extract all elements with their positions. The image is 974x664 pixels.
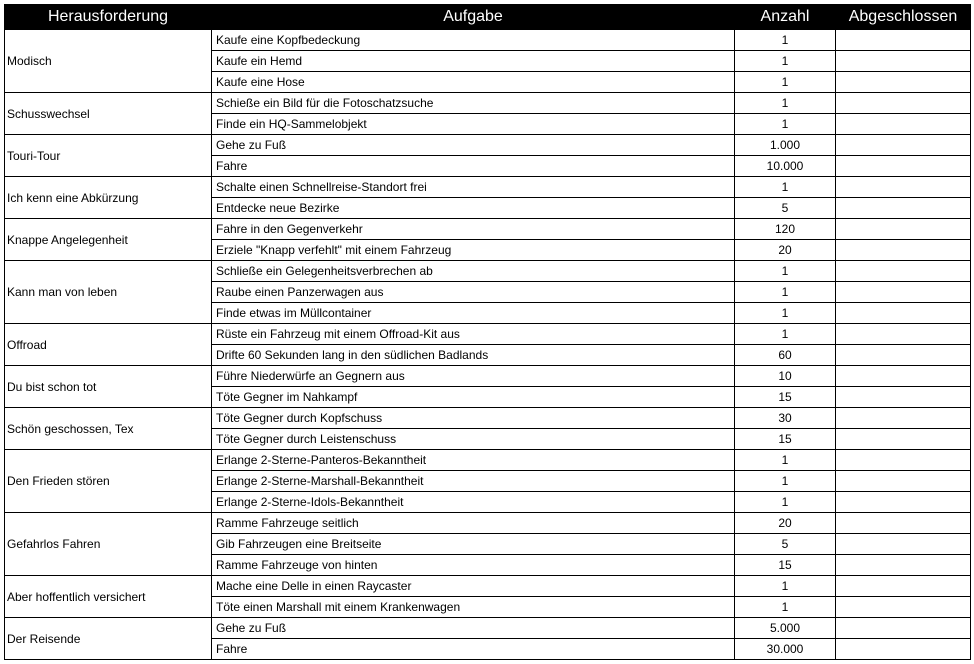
task-cell: Kaufe eine Kopfbedeckung [212,30,735,51]
count-cell: 20 [735,240,836,261]
completed-cell[interactable] [836,513,971,534]
task-cell: Finde etwas im Müllcontainer [212,303,735,324]
task-cell: Fahre [212,156,735,177]
table-row [5,177,971,198]
count-cell: 30 [735,408,836,429]
completed-cell[interactable] [836,618,971,639]
task-cell: Töte Gegner durch Kopfschuss [212,408,735,429]
header-row [5,5,971,30]
challenge-cell: Schön geschossen, Tex [5,408,212,450]
completed-cell[interactable] [836,471,971,492]
task-cell: Raube einen Panzerwagen aus [212,282,735,303]
task-cell: Schalte einen Schnellreise-Standort frei [212,177,735,198]
count-cell: 1 [735,114,836,135]
header-challenge: Herausforderung [5,5,212,30]
count-cell: 1 [735,72,836,93]
task-cell: Töte Gegner im Nahkampf [212,387,735,408]
task-cell: Mache eine Delle in einen Raycaster [212,576,735,597]
completed-cell[interactable] [836,450,971,471]
task-cell: Kaufe eine Hose [212,72,735,93]
table-row [5,450,971,471]
completed-cell[interactable] [836,303,971,324]
table-row [5,618,971,639]
count-cell: 15 [735,387,836,408]
completed-cell[interactable] [836,408,971,429]
count-cell: 1 [735,576,836,597]
task-cell: Gehe zu Fuß [212,618,735,639]
count-cell: 10.000 [735,156,836,177]
completed-cell[interactable] [836,72,971,93]
header-count: Anzahl [735,5,836,30]
count-cell: 30.000 [735,639,836,660]
challenge-cell: Schusswechsel [5,93,212,135]
completed-cell[interactable] [836,324,971,345]
count-cell: 1 [735,450,836,471]
completed-cell[interactable] [836,30,971,51]
completed-cell[interactable] [836,387,971,408]
count-cell: 1 [735,51,836,72]
task-cell: Rüste ein Fahrzeug mit einem Offroad-Kit aus [212,324,735,345]
completed-cell[interactable] [836,156,971,177]
table-row [5,219,971,240]
completed-cell[interactable] [836,492,971,513]
task-cell: Schließe ein Gelegenheitsverbrechen ab [212,261,735,282]
count-cell: 1 [735,177,836,198]
task-cell: Schieße ein Bild für die Fotoschatzsuche [212,93,735,114]
task-cell: Finde ein HQ-Sammelobjekt [212,114,735,135]
completed-cell[interactable] [836,51,971,72]
challenge-cell: Touri-Tour [5,135,212,177]
table-row [5,366,971,387]
completed-cell[interactable] [836,366,971,387]
challenge-cell: Den Frieden stören [5,450,212,513]
table-row [5,513,971,534]
completed-cell[interactable] [836,198,971,219]
challenge-cell: Ich kenn eine Abkürzung [5,177,212,219]
completed-cell[interactable] [836,93,971,114]
task-cell: Kaufe ein Hemd [212,51,735,72]
count-cell: 1.000 [735,135,836,156]
table-row [5,135,971,156]
task-cell: Gib Fahrzeugen eine Breitseite [212,534,735,555]
count-cell: 60 [735,345,836,366]
challenge-cell: Gefahrlos Fahren [5,513,212,576]
completed-cell[interactable] [836,219,971,240]
count-cell: 120 [735,219,836,240]
table-row [5,324,971,345]
completed-cell[interactable] [836,576,971,597]
count-cell: 1 [735,30,836,51]
count-cell: 1 [735,492,836,513]
count-cell: 5 [735,534,836,555]
task-cell: Erziele "Knapp verfehlt" mit einem Fahrzeug [212,240,735,261]
challenge-cell: Offroad [5,324,212,366]
count-cell: 15 [735,429,836,450]
table-row [5,30,971,51]
table-row [5,408,971,429]
table-row [5,576,971,597]
task-cell: Ramme Fahrzeuge seitlich [212,513,735,534]
header-completed: Abgeschlossen [836,5,971,30]
completed-cell[interactable] [836,639,971,660]
table-row [5,93,971,114]
task-cell: Ramme Fahrzeuge von hinten [212,555,735,576]
task-cell: Erlange 2-Sterne-Idols-Bekanntheit [212,492,735,513]
challenge-cell: Knappe Angelegenheit [5,219,212,261]
task-cell: Fahre in den Gegenverkehr [212,219,735,240]
task-cell: Töte einen Marshall mit einem Krankenwagen [212,597,735,618]
completed-cell[interactable] [836,345,971,366]
challenge-cell: Der Reisende [5,618,212,660]
count-cell: 1 [735,261,836,282]
completed-cell[interactable] [836,177,971,198]
completed-cell[interactable] [836,534,971,555]
challenge-table [4,4,971,660]
count-cell: 20 [735,513,836,534]
count-cell: 1 [735,303,836,324]
count-cell: 10 [735,366,836,387]
count-cell: 1 [735,324,836,345]
challenge-cell: Du bist schon tot [5,366,212,408]
challenge-cell: Aber hoffentlich versichert [5,576,212,618]
count-cell: 1 [735,471,836,492]
task-cell: Fahre [212,639,735,660]
completed-cell[interactable] [836,240,971,261]
task-cell: Töte Gegner durch Leistenschuss [212,429,735,450]
task-cell: Drifte 60 Sekunden lang in den südlichen Badlands [212,345,735,366]
completed-cell[interactable] [836,597,971,618]
completed-cell[interactable] [836,429,971,450]
count-cell: 5.000 [735,618,836,639]
task-cell: Führe Niederwürfe an Gegnern aus [212,366,735,387]
completed-cell[interactable] [836,261,971,282]
count-cell: 1 [735,282,836,303]
header-task: Aufgabe [212,5,735,30]
count-cell: 5 [735,198,836,219]
count-cell: 1 [735,93,836,114]
task-cell: Gehe zu Fuß [212,135,735,156]
task-cell: Erlange 2-Sterne-Marshall-Bekanntheit [212,471,735,492]
completed-cell[interactable] [836,555,971,576]
completed-cell[interactable] [836,135,971,156]
count-cell: 15 [735,555,836,576]
task-cell: Entdecke neue Bezirke [212,198,735,219]
task-cell: Erlange 2-Sterne-Panteros-Bekanntheit [212,450,735,471]
challenge-cell: Kann man von leben [5,261,212,324]
completed-cell[interactable] [836,282,971,303]
challenge-cell: Modisch [5,30,212,93]
count-cell: 1 [735,597,836,618]
table-row [5,261,971,282]
completed-cell[interactable] [836,114,971,135]
